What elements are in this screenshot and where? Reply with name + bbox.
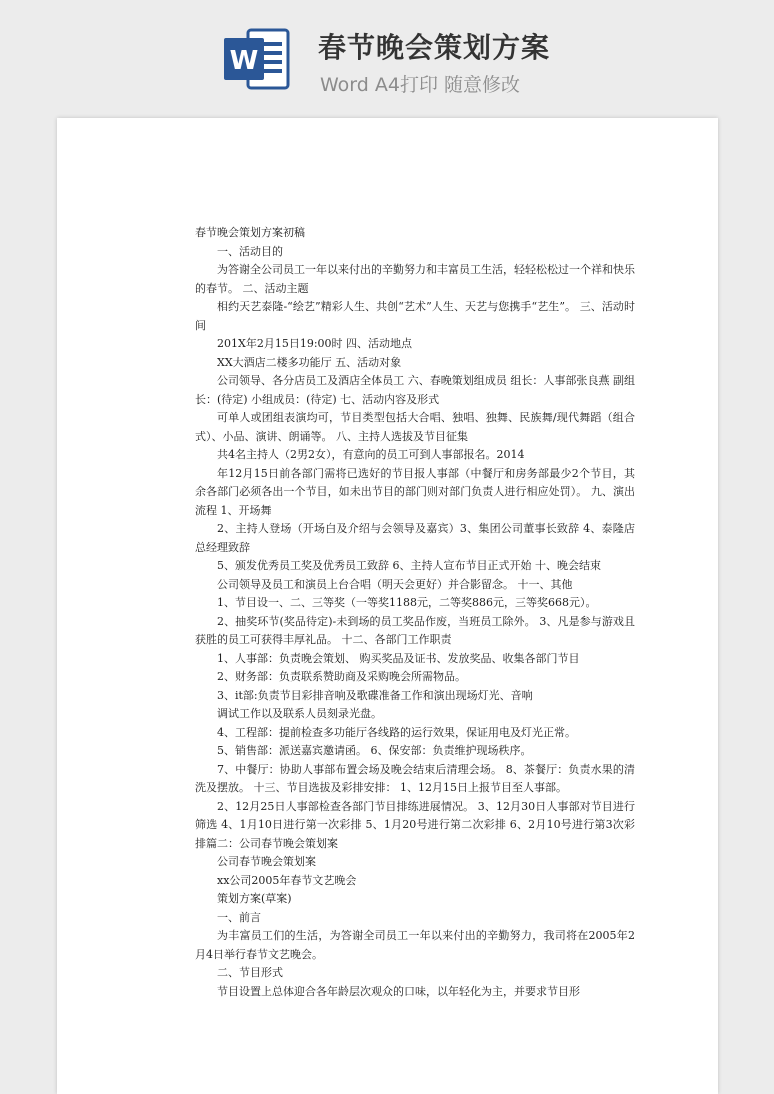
document-paragraph: 调试工作以及联系人员刻录光盘。	[217, 707, 382, 720]
document-paragraph: 节目设置上总体迎合各年龄层次观众的口味，以年轻化为主，并要求节目形	[217, 984, 580, 998]
document-page	[57, 118, 718, 1094]
document-paragraph: xx公司2005年春节文艺晚会	[217, 873, 357, 887]
document-paragraph: 公司领导、各分店员工及酒店全体员工 六、春晚策划组成员 组长：人事部张良燕 副组长：(待定) 小组成员：(待定) 七、活动内容及形式	[195, 374, 635, 406]
document-paragraph: 2、主持人登场（开场白及介绍与会领导及嘉宾）3、集团公司董事长致辞 4、泰隆店总经理致辞	[195, 522, 635, 554]
document-paragraph: 相约天艺泰隆-“绘艺”精彩人生、共创“艺术”人生、天艺与您携手“艺生”。 三、活动时间	[195, 300, 635, 332]
document-paragraph: 公司领导及员工和演员上台合唱（明天会更好）并合影留念。 十一、其他	[217, 577, 573, 591]
document-paragraph: 1、人事部：负责晚会策划、 购买奖品及证书、发放奖品、收集各部门节目	[217, 651, 580, 665]
document-paragraph: 为答谢全公司员工一年以来付出的辛勤努力和丰富员工生活，轻轻松松过一个祥和快乐的春节。 二、活动主题	[195, 263, 635, 295]
document-paragraph: 7、中餐厅：协助人事部布置会场及晚会结束后清理会场。 8、茶餐厅：负责水果的清洗及摆放。 十三、节目选拔及彩排安排： 1、12月15日上报节目至人事部。	[195, 762, 635, 794]
document-paragraph: 策划方案(草案)	[217, 892, 292, 905]
document-paragraph: 201X年2月15日19:00时 四、活动地点	[217, 337, 413, 350]
document-paragraph: 可单人或团组表演均可，节目类型包括大合唱、独唱、独舞、民族舞/现代舞蹈（组合式）、小品、演讲、朗诵等。 八、主持人选拔及节目征集	[195, 411, 635, 443]
document-body	[195, 224, 635, 1001]
page-title: 春节晚会策划方案	[318, 31, 551, 64]
document-paragraph: 年12月15日前各部门需将已选好的节目报人事部（中餐厅和房务部最少2个节目，其余各部门必须各出一个节目，如未出节目的部门则对部门负责人进行相应处罚）。 九、演出流程 1、开场舞	[195, 466, 635, 517]
document-paragraph: 2、12月25日人事部检查各部门节目排练进展情况。 3、12月30日人事部对节目进行筛选 4、1月10日进行第一次彩排 5、1月20号进行第二次彩排 6、2月10号进行第3次彩排篇二：公司春节晚会策划案	[195, 799, 635, 850]
document-paragraph: 5、颁发优秀员工奖及优秀员工致辞 6、主持人宣布节目正式开始 十、晚会结束	[217, 559, 601, 572]
document-paragraph: 1、节目设一、二、三等奖（一等奖1188元，二等奖886元，三等奖668元）。	[217, 596, 597, 609]
page-subtitle: Word A4打印 随意修改	[320, 74, 521, 96]
document-paragraph: 公司春节晚会策划案	[217, 855, 316, 868]
document-paragraph: 2、抽奖环节(奖品待定)-未到场的员工奖品作废，当班员工除外。 3、凡是参与游戏且获胜的员工可获得丰厚礼品。 十二、各部门工作职责	[195, 614, 635, 646]
document-paragraph: 2、财务部：负责联系赞助商及采购晚会所需物品。	[217, 670, 466, 683]
word-document-icon	[222, 24, 292, 94]
document-paragraph: 春节晚会策划方案初稿	[195, 226, 305, 239]
document-paragraph: 5、销售部：派送嘉宾邀请函。 6、保安部：负责维护现场秩序。	[217, 744, 532, 757]
document-paragraph: 一、前言	[217, 910, 261, 924]
document-paragraph: 4、工程部：提前检查多功能厅各线路的运行效果，保证用电及灯光正常。	[217, 725, 576, 739]
header	[0, 0, 774, 118]
document-paragraph: 一、活动目的	[217, 244, 283, 258]
document-paragraph: 为丰富员工们的生活，为答谢全司员工一年以来付出的辛勤努力，我司将在2005年2月4日举行春节文艺晚会。	[195, 929, 635, 961]
word-icon-letter: W	[229, 46, 259, 76]
document-paragraph: XX大酒店二楼多功能厅 五、活动对象	[217, 355, 402, 369]
document-paragraph: 共4名主持人（2男2女），有意向的员工可到人事部报名。2014	[217, 448, 525, 461]
document-paragraph: 3、it部:负责节目彩排音响及歌碟准备工作和演出现场灯光、音响	[217, 688, 533, 702]
document-paragraph: 二、节目形式	[217, 966, 283, 979]
